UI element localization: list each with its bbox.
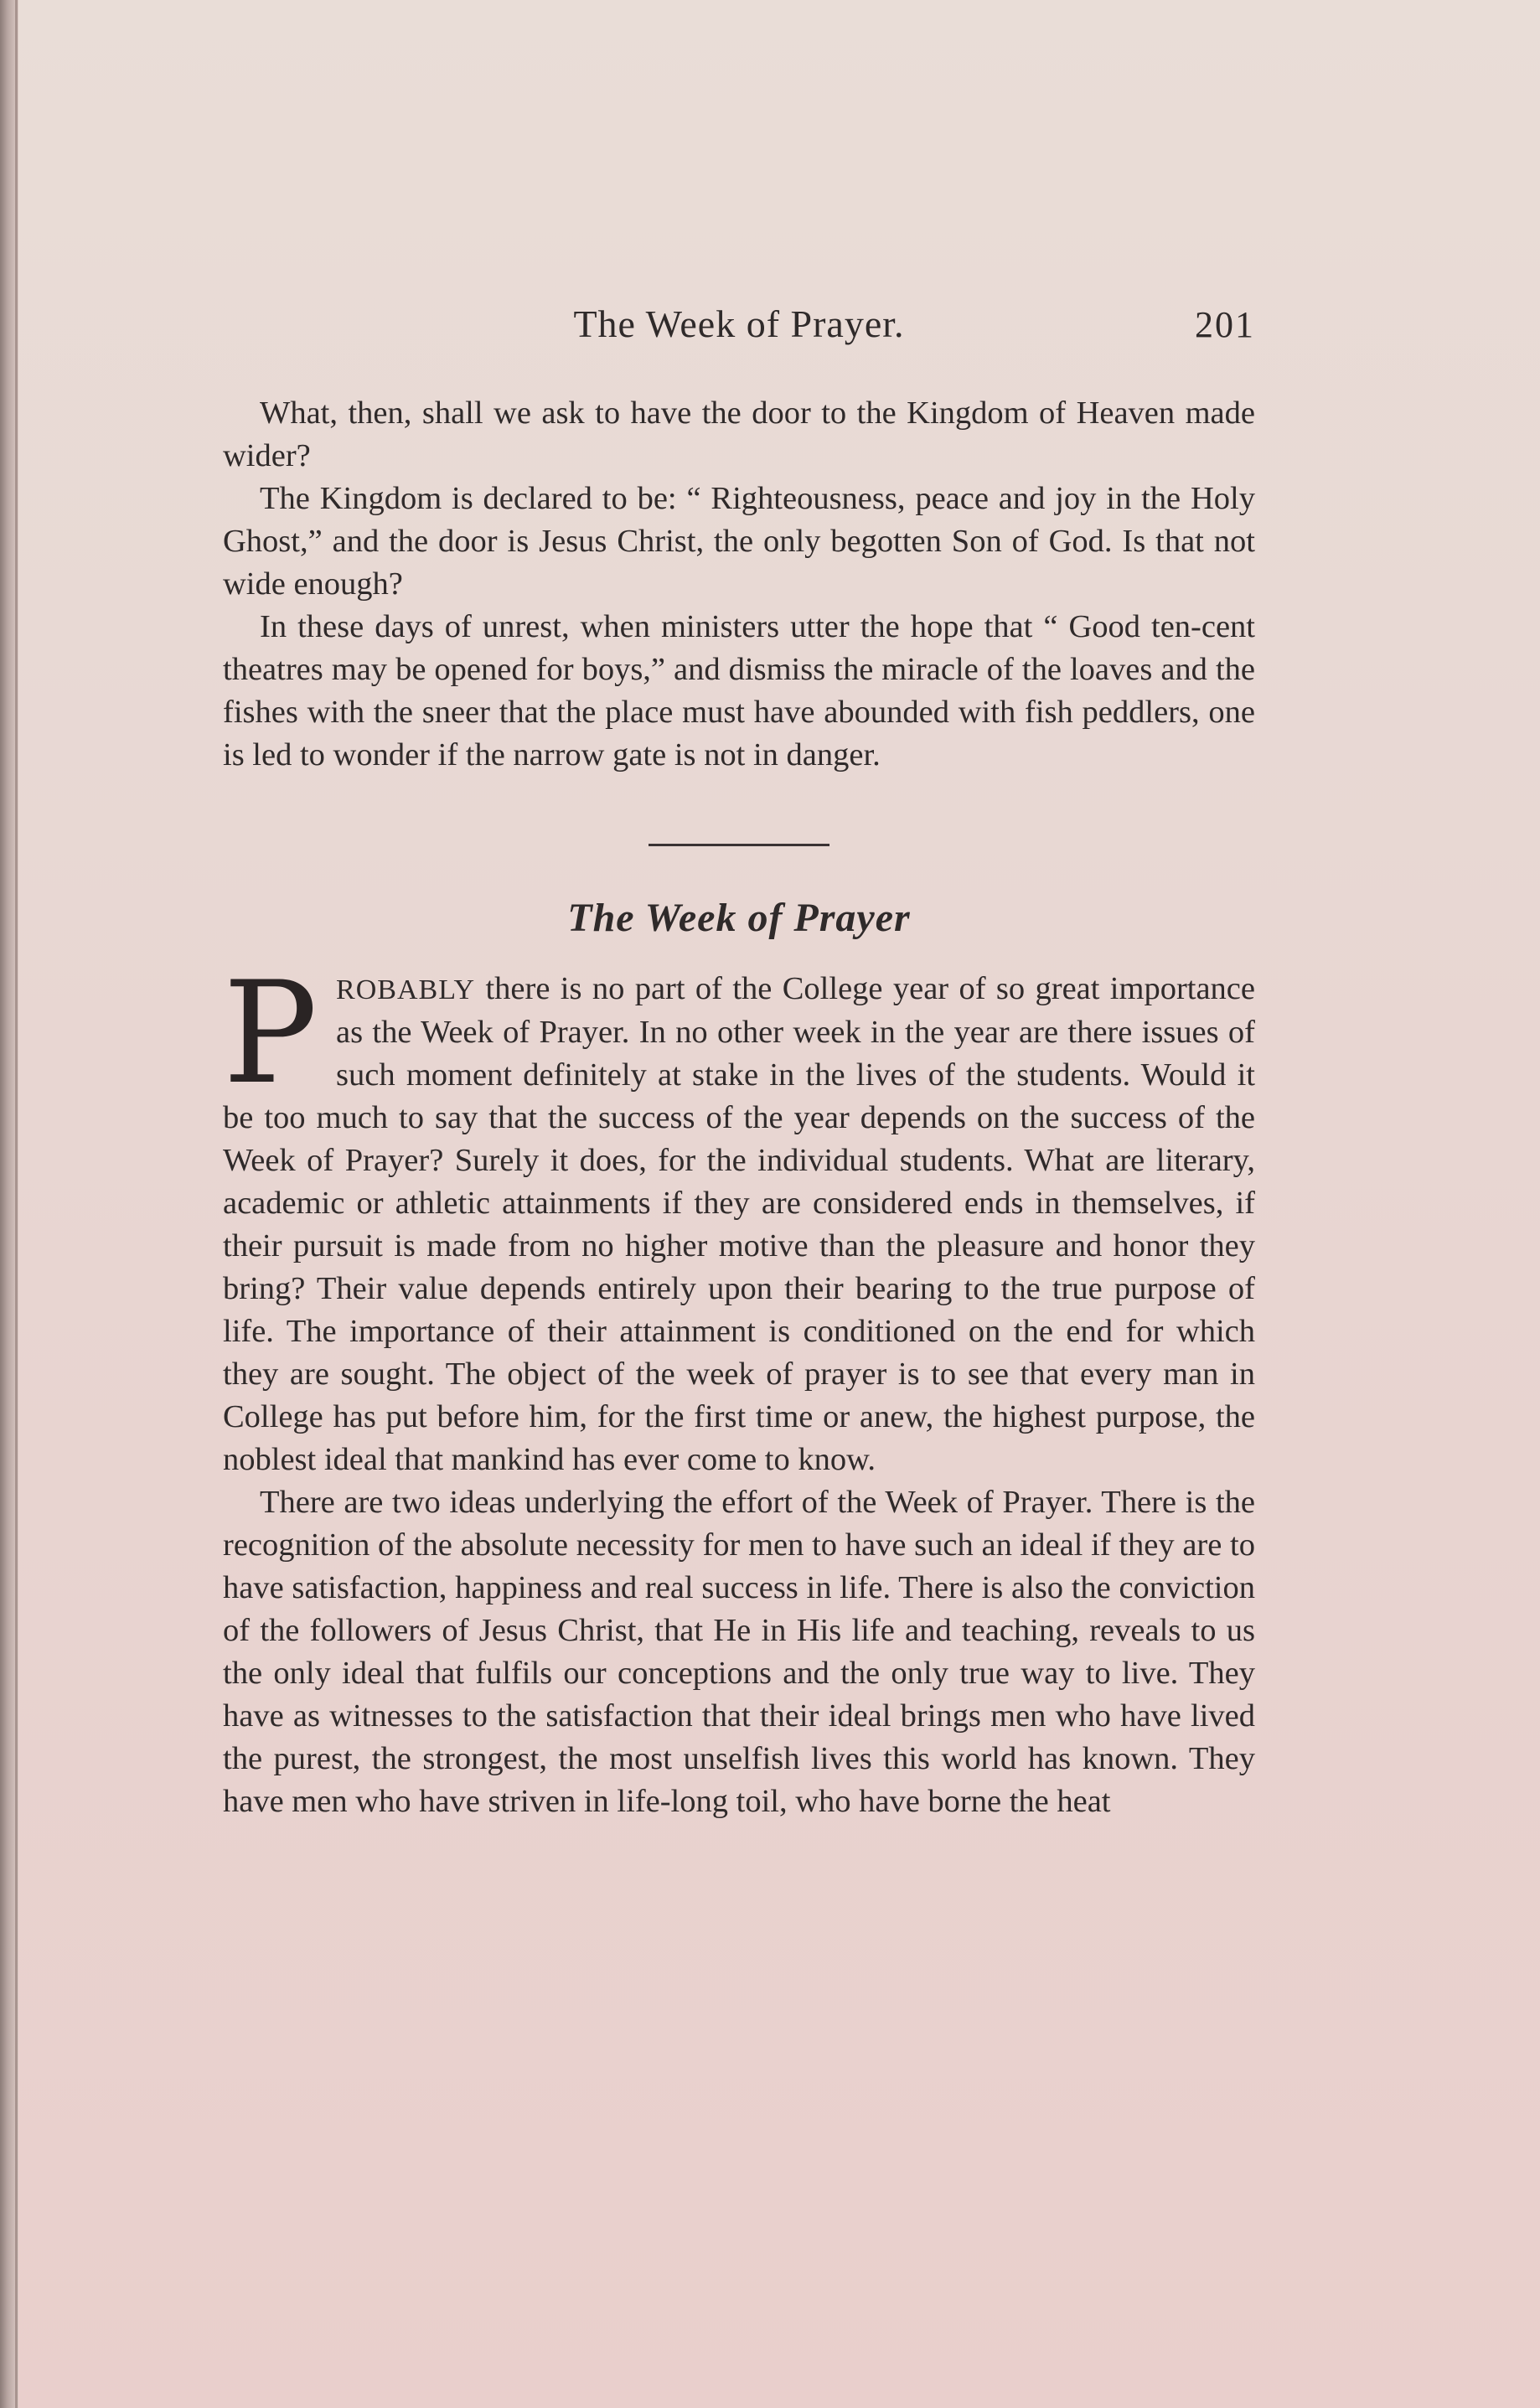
- previous-article-text: [223, 392, 1255, 777]
- drop-cap-letter: P: [223, 951, 318, 1115]
- article-title: The Week of Prayer: [567, 896, 911, 940]
- previous-paragraph-2: The Kingdom is declared to be: “ Righteousness, peace and joy in the Holy Ghost,” and the door is Jesus Christ, the only begotten Son of God. Is that not wide enough?: [223, 481, 1255, 602]
- article-paragraph-1: [223, 951, 1255, 1481]
- article-paragraph-2: There are two ideas underlying the effort of the Week of Prayer. There is the recognition of the absolute necessity for men to have such an ideal if they are to have satisfaction, happiness and real success in life. There is also the conviction of the followers of Jesus Christ, that He in His life and teaching, reveals to us the only ideal that fulfils our conceptions and the only true way to live. They have as witnesses to the satisfaction that their ideal brings men who have lived the purest, the strongest, the most unselfish lives this world has known. They have men who have striven in life-long toil, who have borne the heat: [223, 1485, 1255, 1819]
- running-head: [223, 302, 1255, 355]
- opening-word-smallcaps: ROBABLY: [336, 974, 476, 1005]
- article-paragraph-1-text: there is no part of the College year of so great importance as the Week of Prayer. In no other week in the year are there issues of such moment definitely at stake in the lives of the students. Would it be too much to say that the success of the year depends on the success of the Week of Prayer? Surely it does, for the individual students. What are literary, academic or athletic attainments if they are considered ends in themselves, if their pursuit is made from no higher motive than the pleasure and honor they bring? Their value depends entirely upon their bearing to the true purpose of life. The importance of their attainment is conditioned on the end for which they are sought. The object of the week of prayer is to see that every man in College has put before him, for the first time or anew, the highest purpose, the noblest ideal that mankind has ever come to know.: [223, 971, 1255, 1477]
- book-page: [223, 302, 1255, 1823]
- running-title: The Week of Prayer.: [573, 302, 905, 345]
- section-divider-rule: [649, 844, 829, 846]
- previous-paragraph-3: In these days of unrest, when ministers utter the hope that “ Good ten-cent theatres may be opened for boys,” and dismiss the miracle of the loaves and the fishes with the sneer that the place must have abounded with fish peddlers, one is led to wonder if the narrow gate is not in danger.: [223, 609, 1255, 773]
- page-number: 201: [1195, 304, 1255, 345]
- previous-paragraph-1: What, then, shall we ask to have the door to the Kingdom of Heaven made wider?: [223, 395, 1255, 473]
- article-body: [223, 951, 1255, 1823]
- page-binding-line: [15, 0, 18, 2408]
